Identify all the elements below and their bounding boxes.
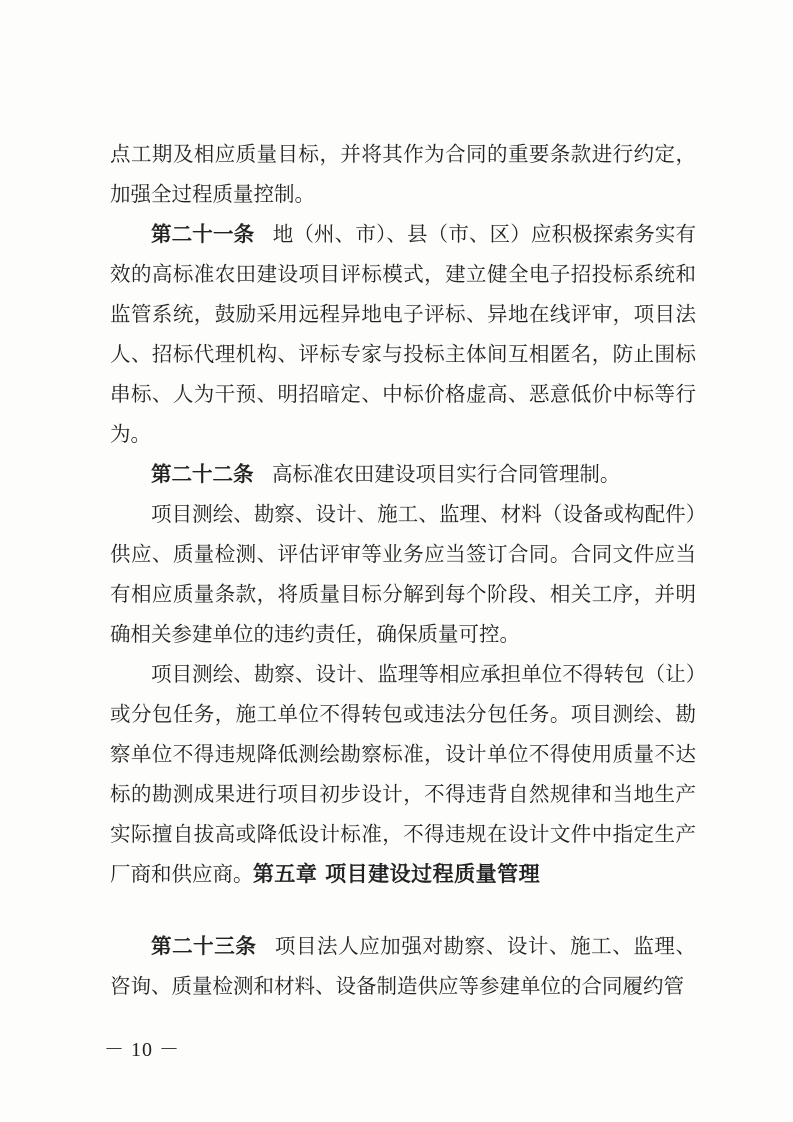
- chapter-title: 第五章 项目建设过程质量管理: [252, 862, 541, 886]
- paragraph-continuation: 点工期及相应质量目标，并将其作为合同的重要条款进行约定，加强全过程质量控制。: [110, 142, 696, 206]
- page-number: － 10 －: [104, 1039, 180, 1061]
- article-23-label: 第二十三条: [151, 934, 257, 958]
- article-21-text: 地（州、市）、县（市、区）应积极探索务实有效的高标准农田建设项目评标模式，建立健全电子招投标系统和监管系统，鼓励采用远程异地电子评标、异地在线评审，项目法人、招标代理机构、评标专家与投标主体间互相匿名，防止围标串标、人为干预、明招暗定、中标价格虚高、恶意低价中标等行为。: [110, 222, 697, 446]
- article-23-text: 项目法人应加强对勘察、设计、施工、监理、咨询、质量检测和材料、设备制造供应等参建单位的合同履约管: [110, 934, 697, 998]
- article-22-paragraph: [110, 454, 696, 494]
- article-23-paragraph: [110, 926, 696, 1006]
- article-21-label: 第二十一条: [151, 222, 255, 246]
- article-21-paragraph: [110, 214, 696, 454]
- article-22-paragraph-2: 项目测绘、勘察、设计、施工、监理、材料（设备或构配件）供应、质量检测、评估评审等业务应当签订合同。合同文件应当有相应质量条款，将质量目标分解到每个阶段、相关工序，并明确相关参建单位的违约责任，确保质量可控。: [110, 502, 696, 646]
- article-22-label: 第二十二条: [151, 462, 254, 486]
- article-22-paragraph-3: 项目测绘、勘察、设计、监理等相应承担单位不得转包（让）或分包任务，施工单位不得转包或违法分包任务。项目测绘、勘察单位不得违规降低测绘勘察标准，设计单位不得使用质量不达标的勘测成果进行项目初步设计，不得违背自然规律和当地生产实际擅自拔高或降低设计标准，不得违规在设计文件中指定生产厂商和供应商。: [110, 662, 696, 886]
- text-section-bottom: [110, 926, 696, 1006]
- text-section-top: [110, 134, 696, 894]
- article-22-text: 高标准农田建设项目实行合同管理制。: [271, 462, 621, 486]
